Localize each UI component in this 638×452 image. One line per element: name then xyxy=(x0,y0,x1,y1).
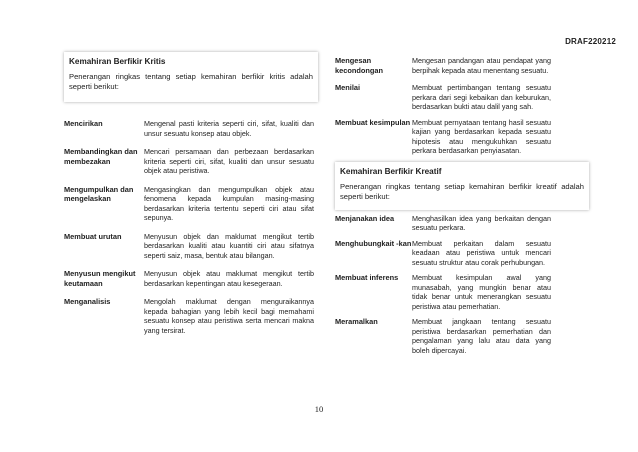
list-item xyxy=(64,297,318,335)
term-definition: Menghasilkan idea yang berkaitan dengan sesuatu perkara. xyxy=(412,213,551,232)
term-label: Membuat inferens xyxy=(335,273,399,282)
right-column xyxy=(335,56,591,355)
left-column xyxy=(64,52,318,335)
term-definition: Membuat pernyataan tentang hasil sesuatu kajian yang berdasarkan kepada sesuatu hipotesis atau mengukuhkan sesuatu perkara berdasarkan penyiasatan. xyxy=(412,117,551,155)
draft-label: DRAF220212 xyxy=(565,37,616,46)
term-definition: Mengolah maklumat dengan menguraikannya kepada bahagian yang lebih kecil bagi memahami sesuatu konsep atau peristiwa serta mencari makna yang tersirat. xyxy=(144,297,314,335)
list-item xyxy=(64,119,318,138)
term-label: Membuat urutan xyxy=(64,231,122,241)
page-number: 10 xyxy=(314,404,324,414)
term-definition: Membuat pertimbangan tentang sesuatu perkara dari segi kebaikan dan keburukan, berdasarkan bukti atau dalil yang sah. xyxy=(412,83,551,111)
list-item xyxy=(335,56,591,75)
panel-title: Kemahiran Berfikir Kreatif xyxy=(340,166,442,176)
term-definition: Membuat jangkaan tentang sesuatu peristiwa berdasarkan pemerhatian dan pengalaman yang lalu atau data yang boleh dipercayai. xyxy=(412,317,551,355)
term-label: Meramalkan xyxy=(335,317,378,326)
panel-description: Penerangan ringkas tentang setiap kemahiran berfikir kritis adalah seperti berikut: xyxy=(69,72,313,91)
term-label: Menghubungkait -kan xyxy=(335,238,412,248)
term-label: Mencirikan xyxy=(64,119,103,128)
term-definition: Membuat kesimpulan awal yang munasabah, yang mungkin benar atau tidak benar untuk menerangkan sesuatu peristiwa atau pemerhatian. xyxy=(412,273,551,311)
term-label: Mengumpulkan dan mengelaskan xyxy=(64,184,134,203)
critical-thinking-panel xyxy=(64,52,318,102)
term-definition: Menyusun objek dan maklumat mengikut tertib berdasarkan kualiti atau kuantiti ciri atau sifatnya seperti saiz, masa, bentuk atau bilangan. xyxy=(144,231,314,260)
term-definition: Mencari persamaan dan perbezaan berdasarkan kriteria seperti ciri, sifat, kualiti dan unsur sesuatu objek atau peristiwa. xyxy=(144,147,314,175)
term-label: Menilai xyxy=(335,83,361,92)
term-definition: Membuat perkaitan dalam sesuatu keadaan atau peristiwa untuk mencari sesuatu struktur atau corak perhubungan. xyxy=(412,238,551,267)
list-item xyxy=(64,185,318,223)
list-item xyxy=(335,317,591,355)
term-label: Membandingkan dan membezakan xyxy=(64,147,138,166)
term-definition: Mengenal pasti kriteria seperti ciri, sifat, kualiti dan unsur sesuatu konsep atau objek. xyxy=(144,119,314,138)
list-item xyxy=(335,83,591,112)
list-item xyxy=(64,269,318,288)
panel-title: Kemahiran Berfikir Kritis xyxy=(69,57,166,66)
term-label: Menyusun mengikut keutamaan xyxy=(64,269,136,288)
list-item xyxy=(335,214,591,233)
creative-thinking-panel xyxy=(335,162,589,210)
list-item xyxy=(335,118,591,156)
term-label: Menganalisis xyxy=(64,297,111,306)
list-item xyxy=(64,147,318,176)
list-item xyxy=(64,232,318,261)
term-label: Menjanakan idea xyxy=(335,213,395,223)
term-definition: Menyusun objek atau maklumat mengikut tertib berdasarkan kepentingan atau kesegeraan. xyxy=(144,269,314,288)
list-item xyxy=(335,239,591,268)
term-label: Mengesan kecondongan xyxy=(335,56,384,75)
panel-description: Penerangan ringkas tentang setiap kemahiran berfikir kreatif adalah seperti berikut: xyxy=(340,181,584,201)
term-label: Membuat kesimpulan xyxy=(335,117,411,127)
list-item xyxy=(335,273,591,311)
term-definition: Mengesan pandangan atau pendapat yang berpihak kepada atau menentang sesuatu. xyxy=(412,56,551,75)
term-definition: Mengasingkan dan mengumpulkan objek atau fenomena kepada kumpulan masing-masing berdasarkan kriteria tertentu seperti ciri atau sifat sepunya. xyxy=(144,184,314,222)
